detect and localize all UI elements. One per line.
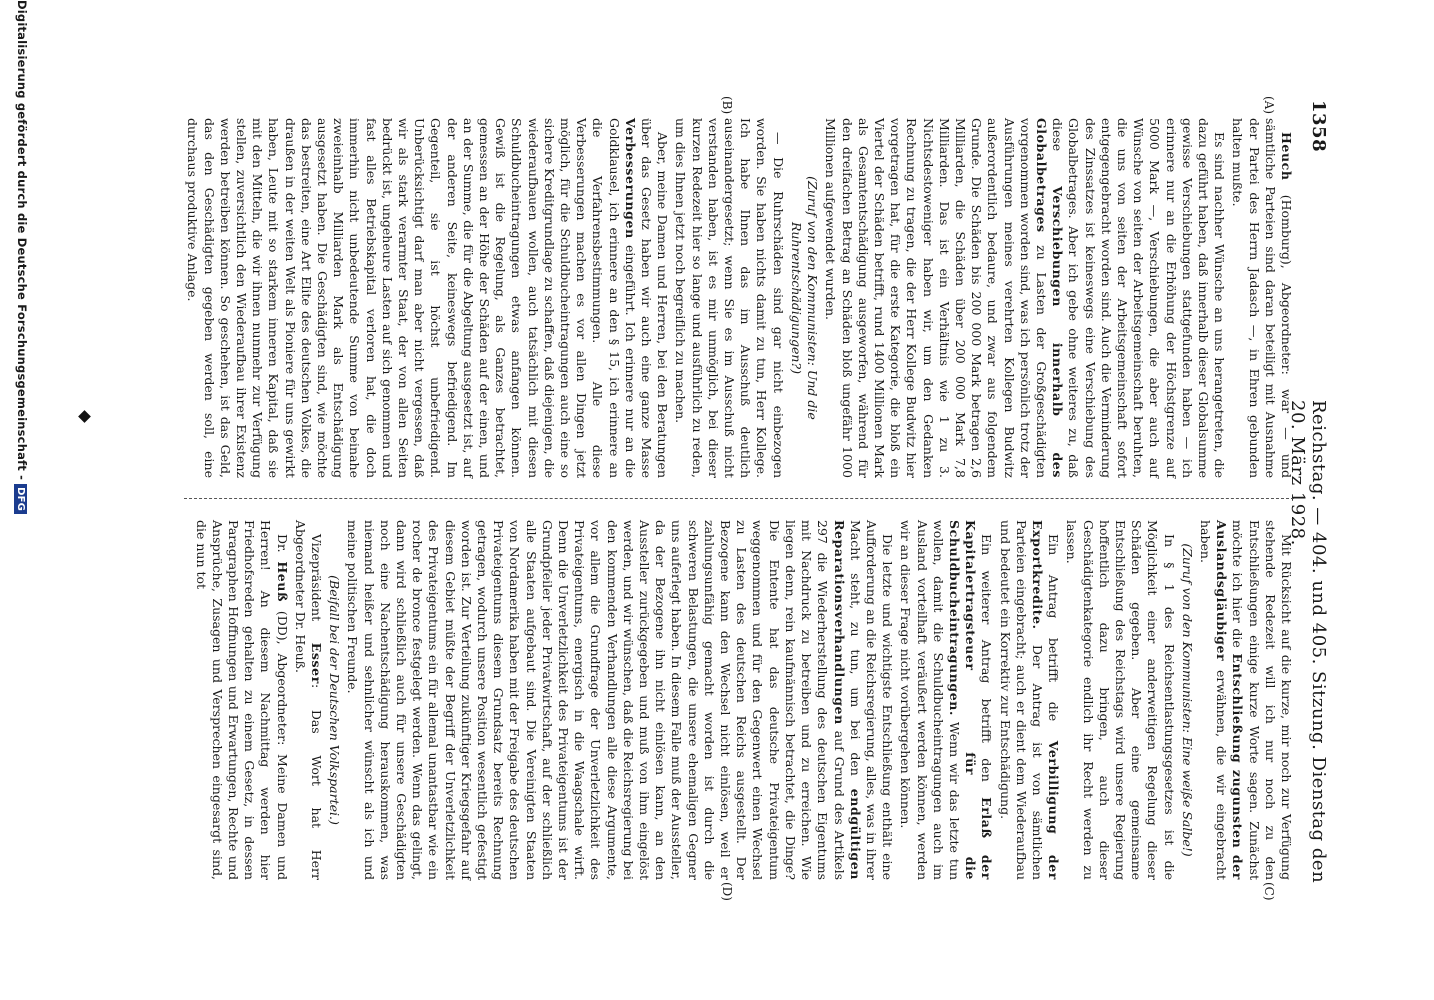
paragraph-text: zu Lasten der Großgeschädigten vorgenommen worden sind, was ich persönlich trotz der Ausführungen meines verehrten Kollegen Budwitz außerordentlich bedaure, und zwar aus folgendem Grunde. Die Schäden bis 200 000 Mark betragen 2,6 Milliarden, die Schäden über 200 000 Mark 7,8 Milliarden. Das ist ein Verhältnis wie 1 zu 3. Nichtsdestoweniger haben wir, um den Gedanken Rechnung zu tragen, die der Herr Kollege Budwitz hier vorgetragen hat, für die erste Kategorie, die bloß ein Viertel der Schäden betrifft, rund 1400 Millionen Mark als Gesamtentschädigung ausgeworfen, während für den dreifachen Betrag an Schäden bloß ungefähr 1000 Millionen aufgewendet wurden. (823, 118, 1049, 478)
paragraph (1229, 118, 1294, 478)
paragraph-text: (Homburg), Abgeordneter: war — und sämtliche Parteien sind daran beteiligt mit Ausnahme der Partei des Herrn Jadasch —, in Ehren gebunden halten mußte. (1230, 118, 1294, 478)
paragraph (192, 520, 289, 880)
paragraph-text: erwähnen, die wir eingebracht haben. (1197, 520, 1230, 880)
paragraph (1197, 520, 1294, 880)
bold-phrase: Verbilligung der Exportkredite. (1029, 520, 1062, 880)
margin-marker-d: (D) (720, 882, 734, 901)
bold-phrase: Erlaß der Kapitalertragsteuer für die Schuldbucheintragungen. (946, 520, 995, 880)
speaker-name: Heuch (1279, 132, 1294, 181)
page-header (1289, 100, 1329, 900)
right-column (190, 520, 1294, 880)
dfg-logo: DFG (14, 484, 27, 514)
footer-text: Digitalisierung gefördert durch die Deutsche Forschungsgemeinschaft - (15, 0, 29, 481)
paragraph-text: auf Grund des Artikels 297 die Wiederherstellung des deutschen Eigentums mit Nachdruck zu betreiben und zu erreichen. Wie liegen denn, rein kaufmännisch betrachtet, die Dinge? Die Entente hat das deutsche Privateigentum weggenommen und für den Gegenwert einen Wechsel zu Lasten des deutschen Reichs ausgestellt. Der Bezogene kann den Wechsel nicht einlösen, weil er zahlungsunfähig gemacht worden ist durch die schweren Belastungen, die unsere ehemaligen Gegner uns auferlegt haben. In diesem Falle muß der Aussteller, da der Bezogene ihn nicht einlösen kann, an den Aussteller zurückgegeben und muß von ihm eingelöst werden, und wir wünschen, daß die Reichsregierung bei den kommenden Verhandlungen alle diese Argumente, vor allem die Grundfrage der Unverletzlichkeit des Privateigentums, energisch in die Waagschale wirft. Denn die Unverletzlichkeit des Privateigentums ist der Grundpfeiler jeder Privatwirtschaft, auf der schließlich alle Staaten aufgebaut sind. Die Vereinigten Staaten von Nordamerika haben mit der Freigabe des deutschen Privateigentums diesem Grundsatz bereits Rechnung getragen, wodurch unsere Position wesentlich gefestigt worden ist. Zur Verteilung zukünftiger Kriegsgefahr auf diesem Gebiet müßte der Begriff der Unverletzlichkeit des Privateigentums ein für allemal unantastbar wie ein rocher de bronce festgelegt werden. Wenn das gelingt, dann wird schließlich auch für unsere Geschädigten noch eine Nachentschädigung herauskommen, was niemand heißer und sehnlicher wünscht als ich und meine politischen Freunde. (345, 520, 847, 880)
paragraph: In § 1 des Reichsentlastungsgesetzes ist die Möglichkeit einer anderweitigen Regelung dieser Schäden gegeben. Aber eine gemeinsame Entschließung des Reichstags wird unsere Regierung hoffentlich dazu bringen, auch dieser Geschädigtenkategorie endlich ihr Recht werden zu lassen. (1064, 520, 1177, 880)
interjection: (Zuruf von den Kommunisten: Und die Ruhrentschädigungen?) (788, 176, 821, 420)
paragraph-text: Der Antrag ist von sämtlichen Parteien eingebracht; auch er dient dem Wiederaufbau und bedeutet ein Korrektiv zur Entschädigung. (997, 520, 1045, 880)
interjection: (Zuruf von den Kommunisten: Eine weiße Salbe!) (1179, 543, 1195, 857)
paragraph-text: : Das Wort hat Herr Abgeordneter Dr. Heuß. (292, 520, 325, 880)
paragraph-text: Die letzte und wichtigste Entschließung enthält eine Aufforderung an die Reichsregierung, alles, was in ihrer Macht steht, zu tun, um bei den (847, 520, 896, 880)
paragraph (184, 118, 670, 478)
interjection: (Beifall bei der Deutschen Volkspartei.) (327, 575, 343, 825)
column-divider (184, 498, 1294, 499)
diamond-ornament-icon (78, 410, 91, 423)
bold-phrase: Verschiebungen innerhalb des Globalbetrages (1033, 118, 1066, 478)
paragraph (292, 520, 324, 880)
page-title: Reichstag. — 404. und 405. Sitzung. Dienstag den 20. März 1928. (1287, 400, 1329, 884)
page-number: 1358 (1308, 100, 1329, 153)
paragraph (897, 520, 994, 880)
bold-phrase: Entschließung zugunsten der Auslandsgläubiger (1214, 520, 1246, 880)
paragraph-text: eingeführt. Ich erinnere nur an die Goldklausel, ich erinnere an den § 15, ich erinnere an die Verfahrensbestimmungen. Alle diese Verbesserungen machen es vor allen Dingen jetzt möglich, für die Schuldbucheintragungen auch eine so sichere Kreditgrundlage zu schaffen, daß diejenigen, die wiederaufbauen wollen, auch tatsächlich mit diesen Schuldbucheintragungen etwas anfangen können. Gewiß ist die Regelung, als Ganzes betrachtet, gemessen an der Höhe der Schäden auf der einen, und an der Summe, die für die Abgeltung ausgesetzt ist, auf der anderen Seite, keineswegs befriedigend. Im Gegenteil, sie ist höchst unbefriedigend. Unberücksichtigt darf man aber nicht vergessen, daß wir als stark verarmter Staat, der von allen Seiten bedrückt ist, ungeheure Lasten auf sich genommen und fast alles Betriebskapital verloren hat, die doch immerhin nicht unbedeutende Summe von beinahe zweieinhalb Milliarden Mark als Entschädigung ausgesetzt haben. Die Geschädigten sind, wie möchte das bestreiten, eine Art Elite des deutschen Volkes, die draußen in der weiten Welt als Pioniere für uns gewirkt haben, Leute mit so starkem inneren Kapital, daß sie mit den Mitteln, die wir ihnen nunmehr zur Verfügung stellen, zuversichtlich den Wiederaufbau ihrer Existenz werden betreiben können. So geschehen, ist das Geld, das den Geschädigten gegeben werden soll, eine durchaus produktive Anlage. (185, 118, 638, 478)
left-column (182, 118, 1294, 478)
speaker-name: Esser (309, 642, 325, 684)
margin-marker-c: (C) (1262, 882, 1276, 901)
margin-marker-b: (B) (720, 96, 734, 115)
bold-phrase: endgültigen Reparationsverhandlungen (831, 520, 863, 880)
speaker-name: Heuß (274, 561, 290, 603)
speaker-title: Dr. (274, 534, 290, 553)
paragraph (344, 520, 895, 880)
paragraph-text: Es sind nachher Wünsche an uns herangetreten, die dazu geführt haben, daß innerhalb dieser Globalsumme gewisse Verschiebungen stattgefunden haben — ich erinnere nur an die Erhöhung der Höchstgrenze auf 5000 Mark —, Verschiebungen, die aber auch auf Wünsche von seiten der Arbeitsgemeinschaft beruhten, die uns von seiten der Arbeitsgemeinschaft sofort entgegengebracht worden sind. Auch die Verminderung des Zinssatzes ist keineswegs eine Verschiebung des Globalbetrages. Aber ich gebe ohne weiteres zu, daß diese (1050, 118, 1228, 478)
paragraph-text: Aber, meine Damen und Herren, bei den Beratungen über das Gesetz haben wir auch eine ganze Masse (639, 118, 671, 478)
paragraph-text: Ein Antrag betrifft die (1046, 534, 1062, 722)
paragraph (822, 118, 1227, 478)
bold-phrase: Verbesserungen (622, 118, 638, 239)
paragraph (996, 520, 1061, 880)
paragraph-text: Mit Rücksicht auf die kurze, mir noch zur Verfügung stehende Redezeit will ich nur noch zu den Entschließungen einige kurze Worte sagen. Zunächst möchte ich hier die (1230, 520, 1294, 880)
paragraph: — Die Ruhrschäden sind gar nicht einbezogen worden. Sie haben nichts damit zu tun, Herr Kollege. Ich habe Ihnen das im Ausschuß deutlich auseinandergesetzt; wenn Sie es im Ausschuß nicht verstanden haben, ist es mir unmöglich, bei dieser kurzen Redezeit hier so lange und ausführlich zu reden, um dies Ihnen jetzt noch begreiflich zu machen. (673, 118, 786, 478)
margin-marker-a: (A) (1262, 96, 1276, 115)
paragraph-text: (DD), Abgeordneter: Meine Damen und Herren! An diesem Nachmittag werden hier Friedhofsreden gehalten zu einem Gesetz, in dessen Paragraphen Hoffnungen und Erwartungen, Rechte und Ansprüche, Zusagen und Versprechen eingesargt sind, die nun tot (193, 520, 290, 880)
paragraph-text: Ein weiterer Antrag betrifft den (979, 534, 995, 782)
digitization-footer (14, 0, 29, 1000)
paragraph-text: Wenn wir das letzte tun wollen, damit die Schuldbucheintragungen auch im Ausland vorteilhaft veräußert werden können, werden wir an dieser Frage nicht vorübergehen können. (898, 520, 962, 880)
speaker-role: Vizepräsident (309, 534, 325, 622)
